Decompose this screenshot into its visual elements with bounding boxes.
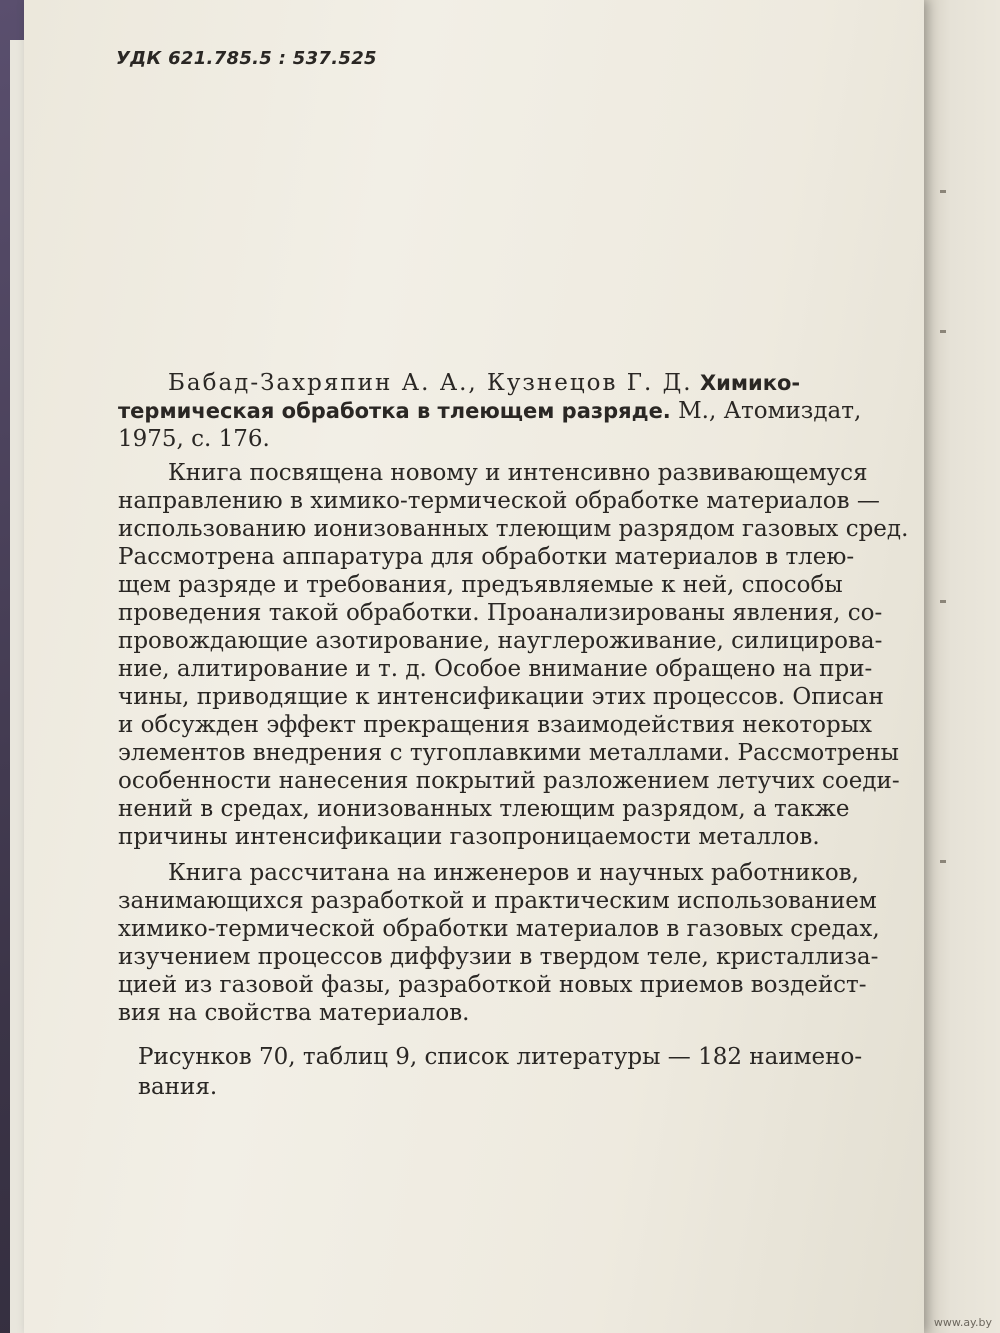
watermark: www.ay.by (933, 1316, 992, 1329)
abstract-line: направлению в химико-термической обработке материалов — (118, 488, 880, 514)
abstract-line: использованию ионизованных тлеющим разрядом газовых сред. (118, 516, 909, 542)
abstract-line: щем разряде и требования, предъявляемые к ней, способы (118, 572, 843, 598)
binding-stitch (940, 600, 946, 603)
binding-stitch (940, 860, 946, 863)
stats-line: Рисунков 70, таблиц 9, список литературы — 182 наимено- (138, 1044, 863, 1070)
stats-line: вания. (138, 1074, 218, 1100)
audience-line: Книга рассчитана на инженеров и научных работников, (168, 860, 859, 886)
citation-publisher: М., Атомиздат, (678, 398, 862, 424)
udk-code: УДК 621.785.5 : 537.525 (116, 48, 377, 69)
abstract-line: элементов внедрения с тугоплавкими металлами. Рассмотрены (118, 740, 899, 766)
citation-authors: Бабад-Захряпин А. А., Кузнецов Г. Д. (168, 370, 693, 396)
citation-year-pages: 1975, с. 176. (118, 426, 270, 452)
citation-title-part2: термическая обработка в тлеющем разряде. (118, 399, 671, 423)
abstract-line: ние, алитирование и т. д. Особое внимание обращено на при- (118, 656, 873, 682)
binding-stitch (940, 190, 946, 193)
binding-stitch (940, 330, 946, 333)
abstract-line: особенности нанесения покрытий разложением летучих соеди- (118, 768, 900, 794)
audience-line: цией из газовой фазы, разработкой новых приемов воздейст- (118, 972, 867, 998)
abstract-line: чины, приводящие к интенсификации этих процессов. Описан (118, 684, 884, 710)
audience-line: вия на свойства материалов. (118, 1000, 470, 1026)
citation-title-part1: Химико- (699, 371, 801, 395)
abstract-line: Книга посвящена новому и интенсивно развивающемуся (168, 460, 868, 486)
audience-line: химико-термической обработки материалов в газовых средах, (118, 916, 880, 942)
abstract-line: причины интенсификации газопроницаемости металлов. (118, 824, 820, 850)
abstract-line: Рассмотрена аппаратура для обработки материалов в тлею- (118, 544, 855, 570)
audience-line: занимающихся разработкой и практическим использованием (118, 888, 877, 914)
abstract-line: нений в средах, ионизованных тлеющим разрядом, а также (118, 796, 850, 822)
abstract-line: проведения такой обработки. Проанализированы явления, со- (118, 600, 883, 626)
abstract-line: и обсужден эффект прекращения взаимодействия некоторых (118, 712, 872, 738)
audience-line: изучением процессов диффузии в твердом теле, кристаллиза- (118, 944, 879, 970)
abstract-line: провождающие азотирование, науглероживание, силицирова- (118, 628, 883, 654)
facing-page-edge (918, 0, 1000, 1333)
